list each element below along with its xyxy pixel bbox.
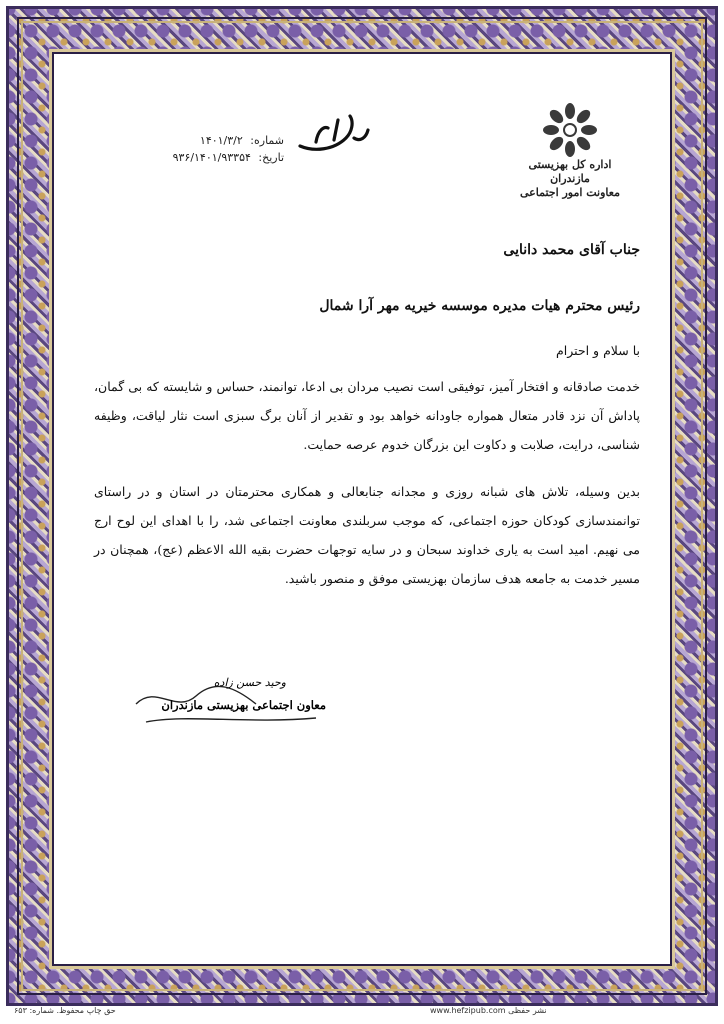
publisher-name: نشر حفظی — [508, 1006, 547, 1015]
organization-logo — [510, 102, 630, 200]
recipient-title: رئیس محترم هیات مدیره موسسه خیریه مهر آرا شمال — [319, 298, 640, 314]
salutation: با سلام و احترام — [556, 343, 640, 358]
date-label: تاریخ: — [258, 151, 284, 164]
letter-number-row — [94, 132, 284, 149]
logo-line-organization: اداره کل بهزیستی مازندران — [528, 158, 612, 185]
paragraph-appreciation: خدمت صادقانه و افتخار آمیز، توفیقی است نصیب مردان بی ادعا، توانمند، حساس و شایسته که بی گمان، پاداش آن نزد قادر متعال همواره جاودانه خواهد بود و تقدیر از آنان برگ سبزی است نثار لیاقت، وظیفه شناسی، درایت، صلابت و دکاوت این بزرگان خدوم عرصه حمایت. — [94, 379, 640, 452]
letter-date-row — [94, 149, 284, 166]
publisher-site: www.hefzipub.com — [430, 1006, 506, 1015]
bismillah-calligraphy — [294, 108, 374, 158]
number-label: شماره: — [250, 134, 284, 147]
letter-body — [94, 239, 640, 593]
letter-paper — [54, 54, 670, 964]
logo-line-department: معاونت امور اجتماعی — [520, 186, 620, 199]
flower-emblem-icon — [542, 102, 598, 158]
number-value: ۱۴۰۱/۳/۲ — [199, 134, 243, 147]
copyright-label: حق چاپ محفوظ. شماره: — [29, 1006, 116, 1015]
recipient-name: جناب آقای محمد دانایی — [503, 242, 640, 258]
paragraph-commendation: بدین وسیله، تلاش های شبانه روزی و مجدانه جنابعالی و همکاری محترمتان در استان و در راستای توانمندسازی کودکان حوزه اجتماعی، که موجب سربلندی معاونت اجتماعی شد، را با اهدای این لوح ارج می نهیم. امید است به یاری خداوند سبحان و در سایه توجهات حضرت بقیه الله الاعظم (عج)، همچنان در مسیر خدمت به جامعه هدف سازمان بهزیستی موفق و منصور باشید. — [94, 484, 640, 586]
signature-block — [126, 674, 326, 734]
copyright-number: ۶۵۳ — [14, 1006, 27, 1015]
date-value: ۹۳۶/۱۴۰۱/۹۳۳۵۴ — [172, 151, 251, 164]
footer-copyright — [14, 1006, 116, 1015]
letter-meta — [94, 132, 284, 166]
footer-publisher — [430, 1006, 547, 1015]
signatory-title: معاون اجتماعی بهزیستی مازندران — [161, 698, 326, 712]
signatory-name: وحید حسن زاده — [213, 676, 286, 689]
